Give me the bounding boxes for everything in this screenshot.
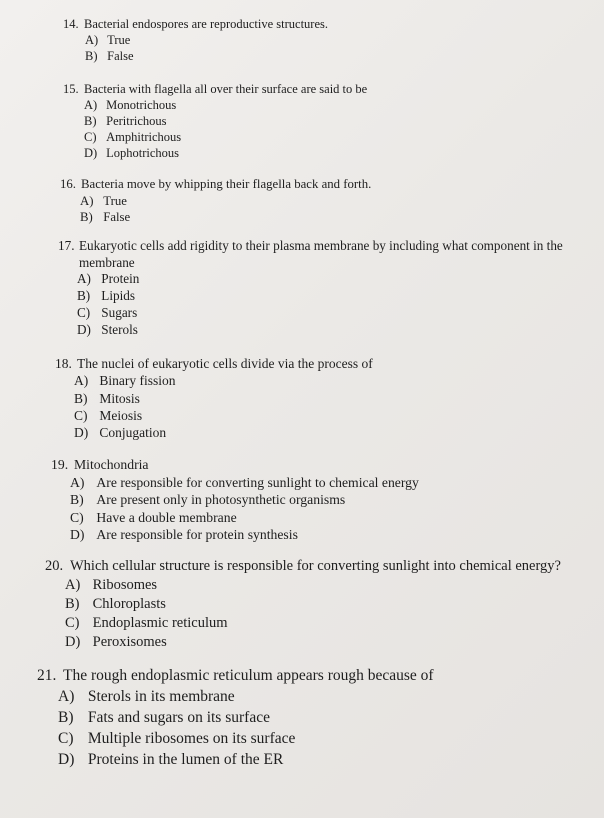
question-16 xyxy=(60,176,371,226)
option-letter: A) xyxy=(65,577,81,593)
option-c xyxy=(84,129,367,145)
option-a xyxy=(77,271,591,288)
option-d xyxy=(65,633,561,652)
question-number: 18. xyxy=(55,356,72,371)
option-text: Have a double membrane xyxy=(96,509,237,525)
option-d xyxy=(58,749,434,770)
question-text: The rough endoplasmic reticulum appears rough because of xyxy=(63,667,434,684)
option-c xyxy=(58,728,434,749)
option-letter: B) xyxy=(70,492,84,508)
option-list xyxy=(63,97,367,161)
question-number: 19. xyxy=(51,457,69,472)
question-stem xyxy=(51,456,419,474)
option-b xyxy=(70,491,419,509)
option-text: True xyxy=(107,33,131,47)
question-text: Bacterial endospores are reproductive structures. xyxy=(84,17,328,31)
option-text: Lophotrichous xyxy=(106,146,180,160)
question-number: 20. xyxy=(45,558,64,574)
question-stem xyxy=(58,238,591,271)
option-text: Fats and sugars on its surface xyxy=(87,709,270,726)
option-letter: B) xyxy=(74,390,88,406)
option-text: Meiosis xyxy=(99,407,143,423)
question-text: The nuclei of eukaryotic cells divide via the process of xyxy=(77,356,373,371)
question-15 xyxy=(63,81,367,161)
option-a xyxy=(85,32,328,48)
option-list xyxy=(58,271,591,338)
option-list xyxy=(55,372,373,441)
option-a xyxy=(70,474,419,492)
option-text: Mitosis xyxy=(99,390,140,406)
option-letter: C) xyxy=(65,615,80,631)
option-b xyxy=(84,113,367,129)
option-text: Ribosomes xyxy=(92,577,158,593)
option-letter: A) xyxy=(80,193,94,208)
option-letter: D) xyxy=(84,146,98,160)
question-stem xyxy=(45,557,561,576)
option-list xyxy=(51,474,419,544)
question-stem xyxy=(37,665,434,686)
option-letter: B) xyxy=(58,709,74,726)
option-b xyxy=(80,209,371,226)
question-text: Bacteria with flagella all over their surface are said to be xyxy=(84,82,368,96)
option-letter: A) xyxy=(77,271,91,287)
option-a xyxy=(74,372,373,389)
option-letter: A) xyxy=(84,98,98,112)
question-21 xyxy=(37,665,434,770)
option-letter: B) xyxy=(84,114,97,128)
option-b xyxy=(58,707,434,728)
option-d xyxy=(70,526,419,544)
question-14 xyxy=(63,16,328,64)
option-text: Chloroplasts xyxy=(92,596,166,612)
option-text: Conjugation xyxy=(99,425,167,441)
option-c xyxy=(74,407,373,424)
option-d xyxy=(84,145,367,161)
option-text: Peroxisomes xyxy=(92,634,167,650)
question-stem xyxy=(60,176,371,193)
option-letter: A) xyxy=(58,688,75,705)
question-text: Which cellular structure is responsible for converting sunlight into chemical energy? xyxy=(70,558,561,574)
question-number: 14. xyxy=(63,17,79,31)
option-letter: C) xyxy=(70,509,84,525)
option-list xyxy=(63,32,328,64)
option-letter: B) xyxy=(77,288,91,304)
option-list xyxy=(45,576,561,652)
option-text: Sterols xyxy=(101,321,138,337)
option-text: Endoplasmic reticulum xyxy=(92,615,228,631)
option-text: Multiple ribosomes on its surface xyxy=(87,730,296,747)
question-number: 16. xyxy=(60,177,76,191)
option-letter: B) xyxy=(85,49,98,63)
question-19 xyxy=(51,456,419,544)
question-number: 15. xyxy=(63,82,79,96)
option-a xyxy=(58,686,434,707)
option-letter: C) xyxy=(77,304,91,320)
option-b xyxy=(85,48,328,64)
option-b xyxy=(77,288,591,305)
option-letter: D) xyxy=(70,527,85,543)
option-c xyxy=(65,614,561,633)
option-text: Are responsible for converting sunlight to chemical energy xyxy=(96,474,419,490)
option-text: Monotrichous xyxy=(106,98,177,112)
question-number: 21. xyxy=(37,667,57,684)
option-list xyxy=(37,686,434,770)
option-text: Amphitrichous xyxy=(106,130,182,144)
option-letter: D) xyxy=(58,751,75,768)
option-a xyxy=(65,576,561,595)
question-17 xyxy=(58,238,591,338)
option-text: Are present only in photosynthetic organisms xyxy=(96,492,346,508)
option-text: Protein xyxy=(101,271,140,287)
option-text: Sugars xyxy=(101,304,138,320)
option-text: False xyxy=(103,210,131,224)
option-c xyxy=(77,305,591,322)
question-number: 17. xyxy=(58,238,75,253)
question-stem xyxy=(63,16,328,32)
option-b xyxy=(74,390,373,407)
question-text: Bacteria move by whipping their flagella back and forth. xyxy=(81,177,372,191)
option-text: Are responsible for protein synthesis xyxy=(96,527,298,543)
option-letter: D) xyxy=(74,425,89,441)
option-list xyxy=(60,193,371,226)
option-b xyxy=(65,595,561,614)
option-text: Binary fission xyxy=(99,373,176,389)
option-c xyxy=(70,509,419,527)
option-letter: D) xyxy=(65,634,81,650)
question-text: Mitochondria xyxy=(74,457,149,472)
option-text: Sterols in its membrane xyxy=(87,688,235,705)
option-letter: C) xyxy=(58,730,74,747)
question-text: Eukaryotic cells add rigidity to their plasma membrane by including what component in the membrane xyxy=(79,238,563,270)
question-stem xyxy=(55,355,373,372)
question-18 xyxy=(55,355,373,441)
option-letter: C) xyxy=(84,130,97,144)
option-letter: C) xyxy=(74,407,88,423)
option-d xyxy=(77,322,591,339)
option-letter: D) xyxy=(77,321,91,337)
option-letter: A) xyxy=(70,474,85,490)
option-letter: A) xyxy=(74,373,89,389)
option-a xyxy=(84,97,367,113)
question-stem xyxy=(63,81,367,97)
option-text: False xyxy=(107,49,134,63)
option-letter: B) xyxy=(65,596,80,612)
question-20 xyxy=(45,557,561,652)
option-text: Peritrichous xyxy=(106,114,167,128)
option-text: True xyxy=(103,193,127,208)
option-d xyxy=(74,424,373,441)
option-text: Lipids xyxy=(101,288,135,304)
option-letter: A) xyxy=(85,33,99,47)
option-text: Proteins in the lumen of the ER xyxy=(87,751,284,768)
option-a xyxy=(80,193,371,210)
option-letter: B) xyxy=(80,210,93,224)
